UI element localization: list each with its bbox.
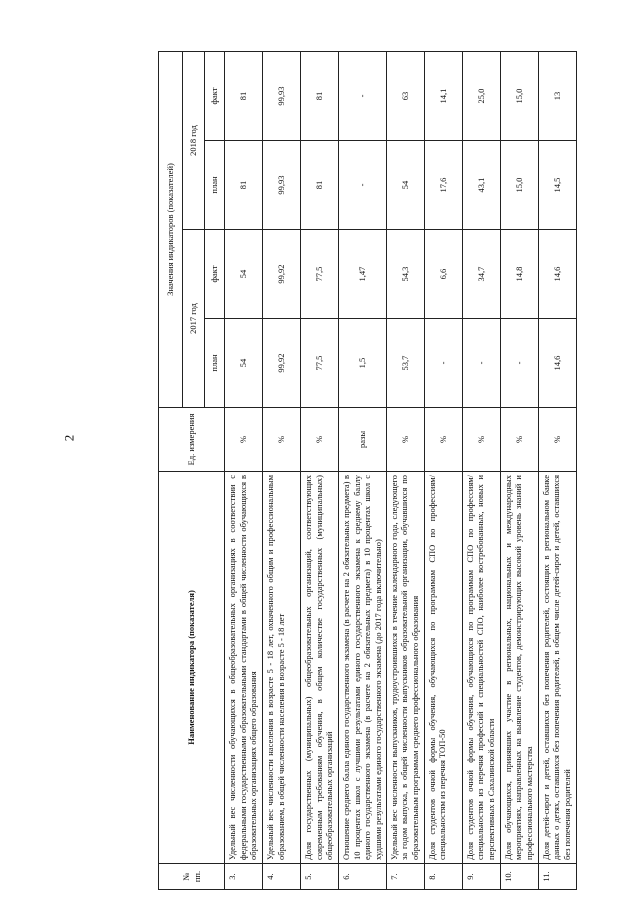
row-fact-2017: 54: [225, 230, 263, 319]
table-row: [462, 51, 500, 889]
row-indicator-name: Доля студентов очной формы обучения, обучающихся по программам СПО по профессиям/специальностям из перечня ТОП-50: [424, 472, 462, 864]
row-fact-2018: 81: [301, 51, 339, 140]
row-fact-2017: 77,5: [301, 230, 339, 319]
row-unit: %: [386, 408, 424, 472]
header-values: Значения индикаторов (показателей): [159, 51, 183, 407]
row-fact-2017: 1,47: [339, 230, 387, 319]
page-number: 2: [61, 434, 77, 442]
row-plan-2018: 54: [386, 141, 424, 230]
header-unit: Ед. измерения: [159, 408, 225, 472]
row-plan-2018: 43,1: [462, 141, 500, 230]
row-plan-2018: 81: [301, 141, 339, 230]
table-row: [339, 51, 387, 889]
row-num: 4.: [263, 864, 301, 890]
row-unit: %: [462, 408, 500, 472]
row-fact-2018: 14,1: [424, 51, 462, 140]
row-unit: %: [538, 408, 576, 472]
row-plan-2017: 54: [225, 319, 263, 408]
row-fact-2017: 6,6: [424, 230, 462, 319]
row-plan-2017: 14,6: [538, 319, 576, 408]
row-num: 9.: [462, 864, 500, 890]
row-num: 6.: [339, 864, 387, 890]
row-num: 3.: [225, 864, 263, 890]
header-num: № пп.: [159, 864, 225, 890]
row-fact-2018: 25,0: [462, 51, 500, 140]
row-fact-2017: 14,6: [538, 230, 576, 319]
row-plan-2018: 15,0: [500, 141, 538, 230]
header-indicator-name: Наименование индикатора (показателя): [159, 472, 225, 864]
row-num: 8.: [424, 864, 462, 890]
row-indicator-name: Доля государственных (муниципальных) общеобразовательных организаций, соответствующих современным требованиям обучения, в общем количестве государственных (муниципальных) общеобразовательных организаций: [301, 472, 339, 864]
row-plan-2018: 81: [225, 141, 263, 230]
row-plan-2018: 17,6: [424, 141, 462, 230]
row-fact-2017: 14,8: [500, 230, 538, 319]
row-fact-2018: 13: [538, 51, 576, 140]
row-fact-2018: 99,93: [263, 51, 301, 140]
header-year-2018: 2018 год: [183, 51, 205, 229]
table-row: [263, 51, 301, 889]
row-fact-2018: 15,0: [500, 51, 538, 140]
row-fact-2018: 63: [386, 51, 424, 140]
row-indicator-name: Удельный вес численности населения в возрасте 5 - 18 лет, охваченного общим и профессиональным образованием, в общей численности населения в возрасте 5 - 18 лет: [263, 472, 301, 864]
row-plan-2017: 1,5: [339, 319, 387, 408]
row-plan-2017: 99,92: [263, 319, 301, 408]
header-year-2017: 2017 год: [183, 230, 205, 408]
row-plan-2018: 99,93: [263, 141, 301, 230]
row-unit: разы: [339, 408, 387, 472]
row-num: 5.: [301, 864, 339, 890]
row-plan-2017: 77,5: [301, 319, 339, 408]
row-plan-2017: -: [424, 319, 462, 408]
table-row: [301, 51, 339, 889]
row-plan-2017: 53,7: [386, 319, 424, 408]
table-row: [386, 51, 424, 889]
header-fact-2018: факт: [205, 51, 225, 140]
row-num: 11.: [538, 864, 576, 890]
indicators-table: [158, 51, 577, 890]
row-plan-2017: -: [462, 319, 500, 408]
row-fact-2017: 99,92: [263, 230, 301, 319]
row-fact-2018: 81: [225, 51, 263, 140]
table-row: [500, 51, 538, 889]
row-indicator-name: Удельный вес численности выпускников, трудоустроившихся в течение календарного года, следующего за годом выпуска, в общей численности выпускников образовательной организации, обучавшихся по образовательным программам среднего профессионального образования: [386, 472, 424, 864]
header-fact-2017: факт: [205, 230, 225, 319]
row-indicator-name: Отношение среднего балла единого государственного экзамена (в расчете на 2 обязательных предмета) в 10 процентах школ с лучшими результатами единого государственного экзамена к среднему баллу единого государственного экзамена (в расчете на 2 обязательных предмета) в 10 процентах школ с худшими результатами единого государственного экзамена (до 2017 года включительно): [339, 472, 387, 864]
row-unit: %: [301, 408, 339, 472]
row-plan-2017: -: [500, 319, 538, 408]
row-indicator-name: Удельный вес численности обучающихся в общеобразовательных организациях в соответствии с федеральными государственными образовательными стандартами в общей численности обучающихся в образовательных организациях общего образования: [225, 472, 263, 864]
row-unit: %: [263, 408, 301, 472]
row-fact-2017: 54,3: [386, 230, 424, 319]
table-row: [424, 51, 462, 889]
row-unit: %: [424, 408, 462, 472]
row-plan-2018: -: [339, 141, 387, 230]
row-num: 7.: [386, 864, 424, 890]
header-plan-2018: план: [205, 141, 225, 230]
row-fact-2018: -: [339, 51, 387, 140]
row-unit: %: [500, 408, 538, 472]
row-fact-2017: 34,7: [462, 230, 500, 319]
row-indicator-name: Доля обучающихся, принявших участие в региональных, национальных и международных мероприятиях, направленных на выявление студентов, демонстрирующих высокий уровень знаний и профессионального мастерства: [500, 472, 538, 864]
rotated-table-container: [158, 52, 640, 890]
row-num: 10.: [500, 864, 538, 890]
table-row: [225, 51, 263, 889]
table-row: [538, 51, 576, 889]
header-plan-2017: план: [205, 319, 225, 408]
row-indicator-name: Доля студентов очной формы обучения, обучающихся по программам СПО по профессиям/специальностям из перечня профессий и специальностей СПО, наиболее востребованных, новых и перспективных в Сахалинской области: [462, 472, 500, 864]
row-unit: %: [225, 408, 263, 472]
row-indicator-name: Доля детей-сирот и детей, оставшихся без попечения родителей, состоящих в региональном банке данных о детях, оставшихся без попечения родителей, в общем числе детей-сирот и детей, оставшихся без попечения родителей: [538, 472, 576, 864]
row-plan-2018: 14,5: [538, 141, 576, 230]
